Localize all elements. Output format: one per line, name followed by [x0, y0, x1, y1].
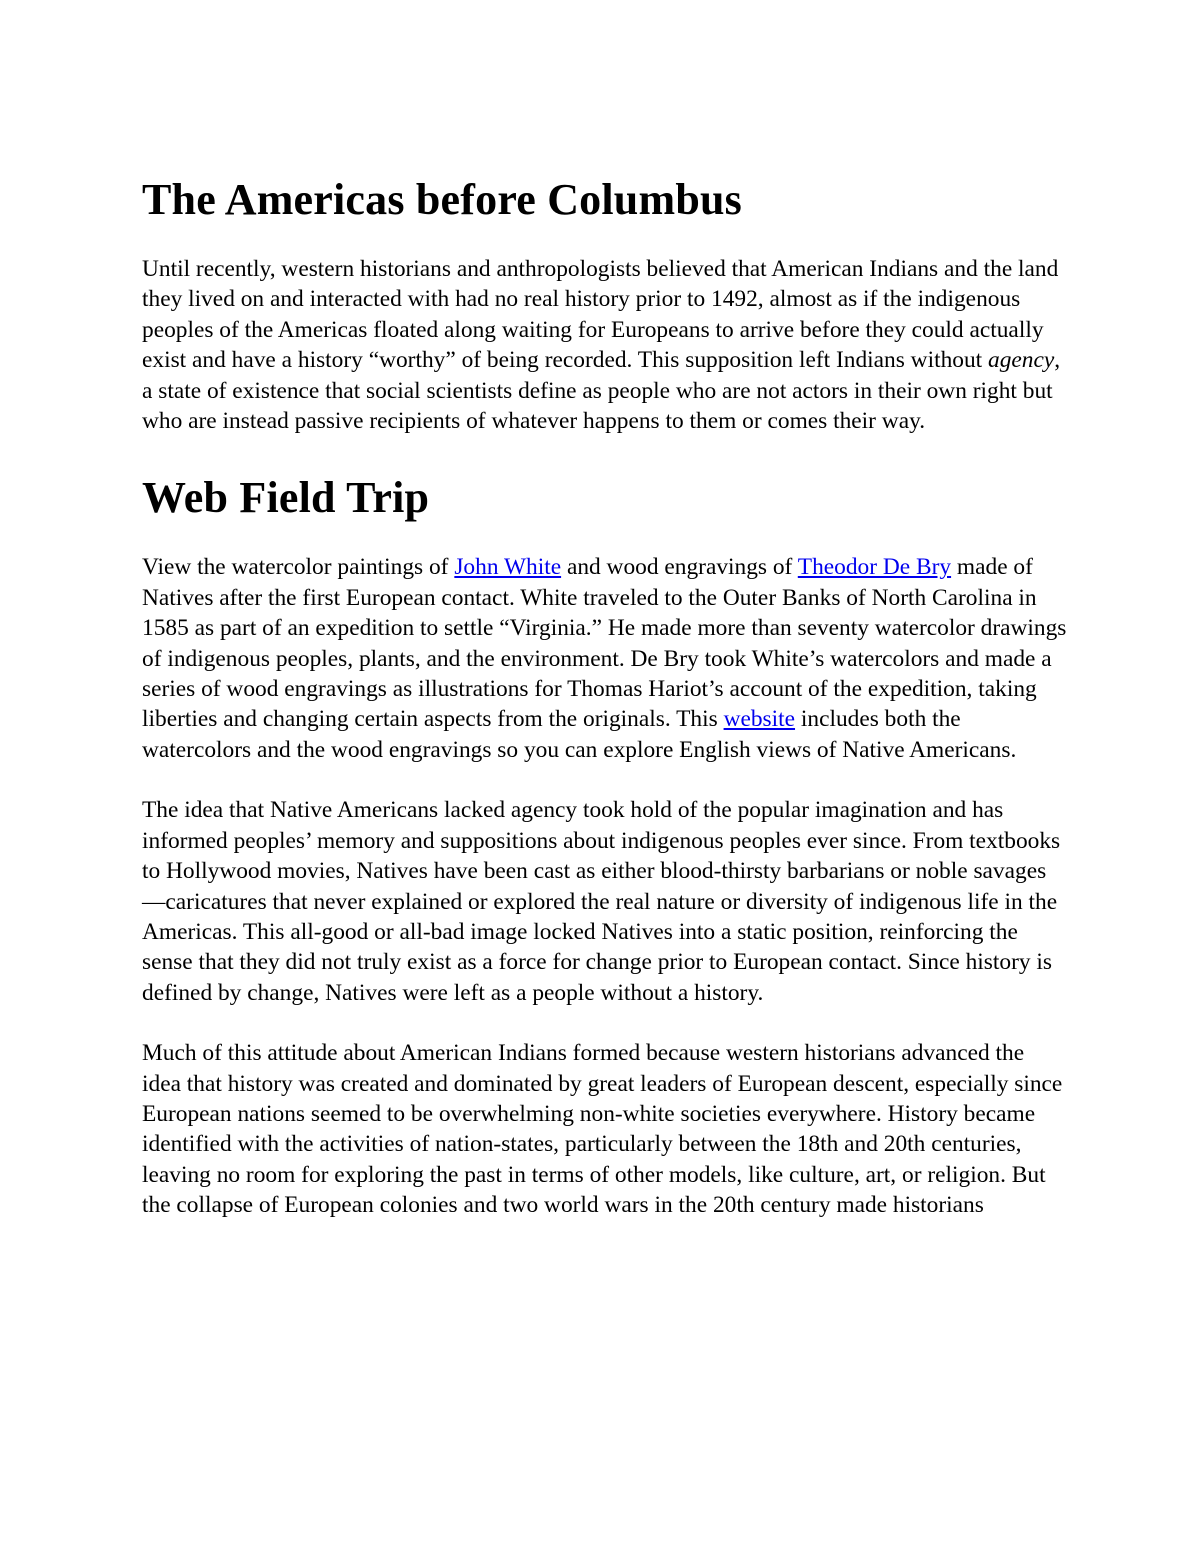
john-white-link[interactable]: John White: [454, 554, 562, 581]
section-heading-web-field-trip: Web Field Trip: [142, 473, 430, 523]
intro-paragraph: [142, 254, 1067, 436]
page-title: The Americas before Columbus: [142, 175, 742, 224]
intro-text-part2: , a state of existence that social scientists define as people who are not actors in their own right but who are instead passive recipients of whatever happens to them or comes their way.: [142, 347, 1061, 435]
agency-term: agency: [988, 347, 1055, 374]
field-trip-paragraph: [142, 552, 1067, 765]
theodor-de-bry-link[interactable]: Theodor De Bry: [797, 554, 952, 581]
intro-text-part1: Until recently, western historians and anthropologists believed that American Indians and the land they lived on and interacted with had no real history prior to 1492, almost as if the indigenous peoples of the Americas floated along waiting for Europeans to arrive before they could actually exist and have a history “worthy” of being recorded. This supposition left Indians without: [142, 256, 1059, 374]
document-page: [142, 172, 1067, 1221]
field-trip-text-part4: includes both the watercolors and the wood engravings so you can explore English views of Native Americans.: [142, 706, 1017, 763]
website-link[interactable]: website: [723, 706, 796, 733]
field-trip-text-part3: made of Natives after the first European contact. White traveled to the Outer Banks of North Carolina in 1585 as part of an expedition to settle “Virginia.” He made more than seventy watercolor drawings of indigenous peoples, plants, and the environment. De Bry took White’s watercolors and made a series of wood engravings as illustrations for Thomas Hariot’s account of the expedition, taking liberties and changing certain aspects from the originals. This: [142, 554, 1067, 733]
agency-paragraph: The idea that Native Americans lacked agency took hold of the popular imagination and has informed peoples’ memory and suppositions about indigenous peoples ever since. From textbooks to Hollywood movies, Natives have been cast as either blood-thirsty barbarians or noble savages—caricatures that never explained or explored the real nature or diversity of indigenous life in the Americas. This all-good or all-bad image locked Natives into a static position, reinforcing the sense that they did not truly exist as a force for change prior to European contact. Since history is defined by change, Natives were left as a people without a history.: [142, 797, 1061, 1006]
historians-paragraph: Much of this attitude about American Indians formed because western historians advanced the idea that history was created and dominated by great leaders of European descent, especially since European nations seemed to be overwhelming non-white societies everywhere. History became identified with the activities of nation-states, particularly between the 18th and 20th centuries, leaving no room for exploring the past in terms of other models, like culture, art, or religion. But the collapse of European colonies and two world wars in the 20th century made historians: [142, 1040, 1063, 1219]
field-trip-text-part1: View the watercolor paintings of: [142, 554, 455, 581]
field-trip-text-part2: and wood engravings of: [561, 554, 798, 581]
